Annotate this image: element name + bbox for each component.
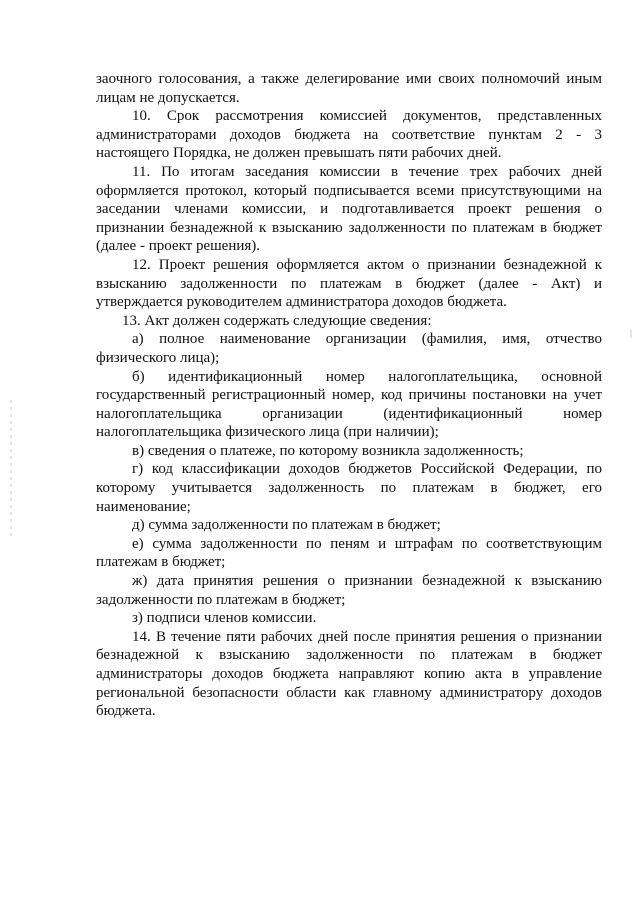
list-item-z: з) подписи членов комиссии. [132, 610, 317, 627]
paragraph-continuation: заочного голосования, а также делегирование ими своих полномочий иным лицам не допускается. [96, 71, 602, 106]
paragraph-13: 13. Акт должен содержать следующие сведения: [122, 312, 432, 329]
list-item-v: в) сведения о платеже, по которому возникла задолженность; [132, 442, 524, 459]
scan-margin-mark [10, 400, 12, 540]
list-item-b: б) идентификационный номер налогоплательщика, основной государственный регистрационный номер, код причины постановки на учет налогоплательщика организации (идентификационный номер налогоплательщика физического лица (при наличии); [96, 368, 602, 441]
list-item-e: е) сумма задолженности по пеням и штрафам по соответствующим платежам в бюджет; [96, 535, 602, 571]
document-body [96, 70, 602, 721]
list-item-a: а) полное наименование организации (фамилия, имя, отчество физического лица); [96, 331, 602, 366]
paragraph-10: 10. Срок рассмотрения комиссией документов, представленных администраторами доходов бюджета на соответствие пунктам 2 - 3 настоящего Порядка, не должен превышать пяти рабочих дней. [96, 108, 602, 162]
paragraph-14: 14. В течение пяти рабочих дней после принятия решения о признании безнадежной к взысканию задолженности по платежам в бюджет администраторы доходов бюджета направляют копию акта в управление региональной безопасности области как главному администратору доходов бюджета. [96, 628, 602, 720]
list-item-g: г) код классификации доходов бюджетов Российской Федерации, по которому учитывается задолженность по платежам в бюджет, его наименование; [96, 461, 602, 515]
paragraph-12: 12. Проект решения оформляется актом о признании безнадежной к взысканию задолженности по платежам в бюджет (далее - Акт) и утверждается руководителем администратора доходов бюджета. [96, 256, 602, 311]
list-item-zh: ж) дата принятия решения о признании безнадежной к взысканию задолженности по платежам в бюджет; [96, 573, 602, 608]
scan-margin-dot [630, 330, 632, 338]
paragraph-11: 11. По итогам заседания комиссии в течение трех рабочих дней оформляется протокол, который подписывается всеми присутствующими на заседании членами комиссии, и подготавливается проект решения о признании безнадежной к взысканию задолженности по платежам в бюджет (далее - проект решения). [96, 163, 602, 255]
list-item-d: д) сумма задолженности по платежам в бюджет; [132, 517, 441, 534]
